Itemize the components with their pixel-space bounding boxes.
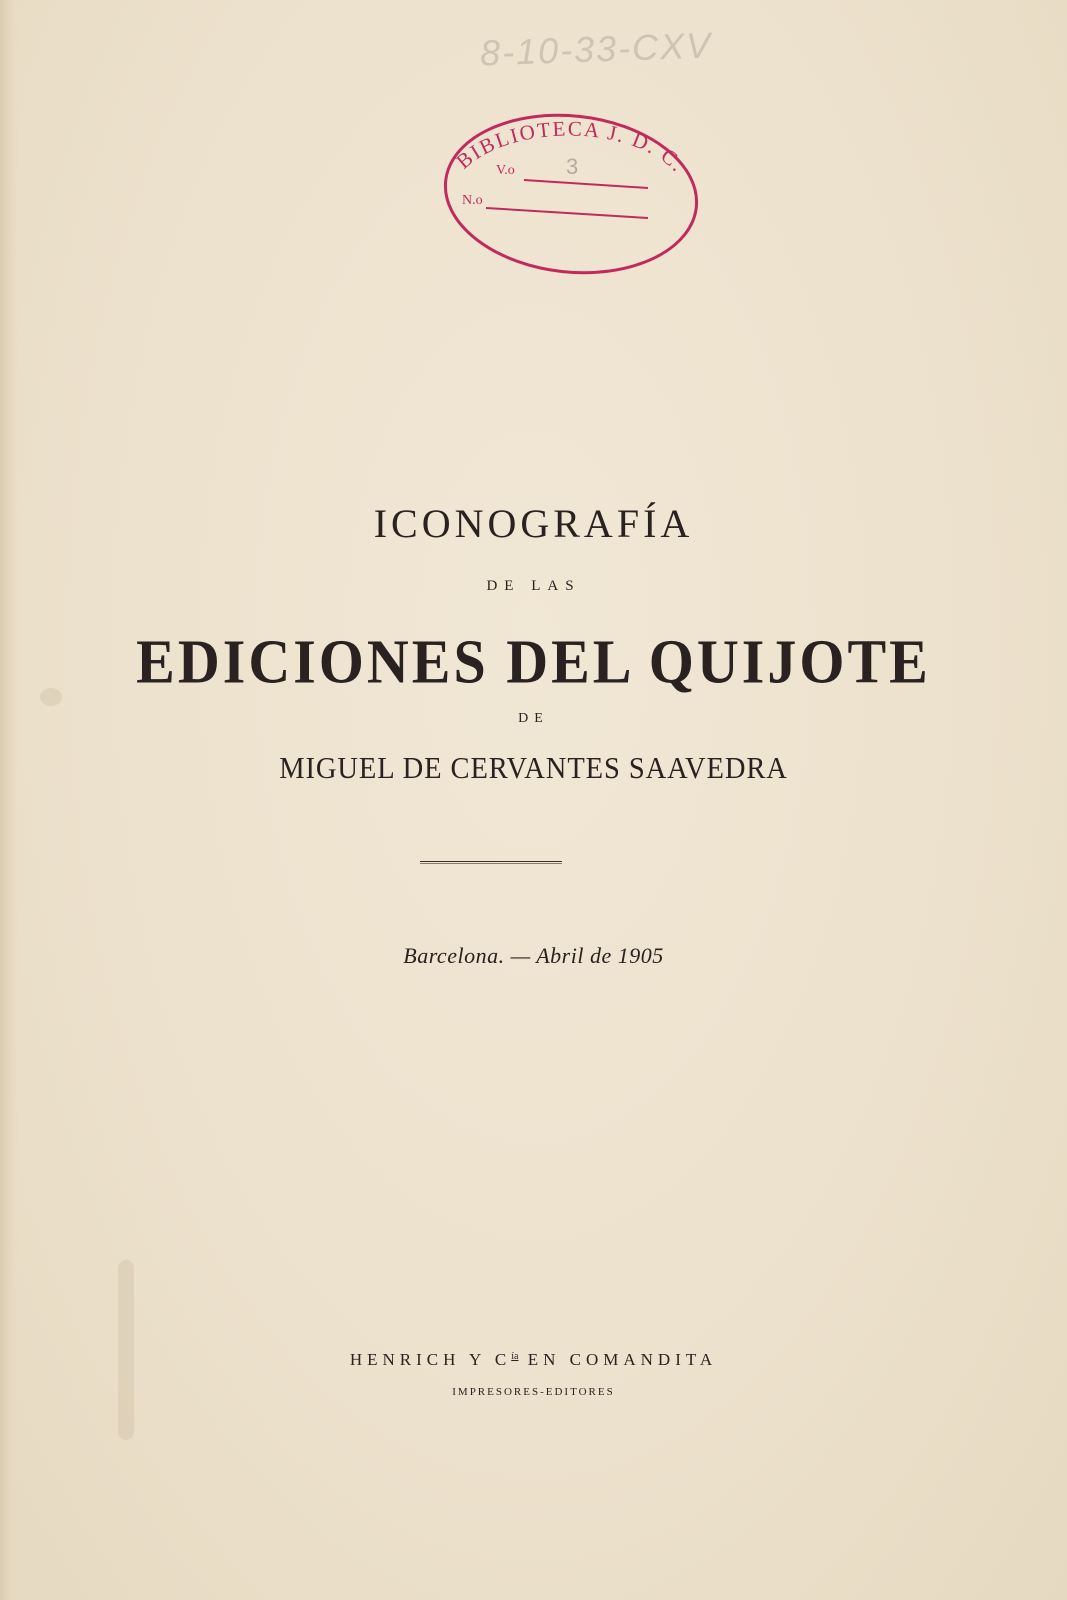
place-and-date: Barcelona. — Abril de 1905 (403, 943, 664, 968)
stamp-arc-text: BIBLIOTECA J. D. C. (451, 116, 691, 178)
title-iconografia: ICONOGRAFÍA (373, 501, 694, 546)
divider-rule (420, 861, 562, 864)
publisher-name (0, 1350, 1067, 1370)
stamp-number-label: N.o (462, 193, 483, 208)
pencil-shelfmark: 8-10-33-CXV (479, 24, 713, 74)
publisher-name-superscript: ía (511, 1351, 519, 1362)
publisher-role: IMPRESORES-EDITORES (452, 1386, 615, 1398)
publisher-name-end: EN COMANDITA (518, 1350, 718, 1369)
stamp-volume-value: 3 (566, 154, 579, 179)
library-stamp-graphic (436, 108, 706, 280)
stamp-volume-label: V.o (496, 163, 515, 178)
title-de-las: DE LAS (486, 578, 581, 594)
title-ediciones-del-quijote: EDICIONES DEL QUIJOTE (136, 626, 931, 697)
title-author: MIGUEL DE CERVANTES SAAVEDRA (279, 750, 788, 785)
publisher-name-start: HENRICH Y C (349, 1350, 512, 1369)
title-de: DE (518, 711, 549, 726)
library-stamp (436, 108, 706, 280)
